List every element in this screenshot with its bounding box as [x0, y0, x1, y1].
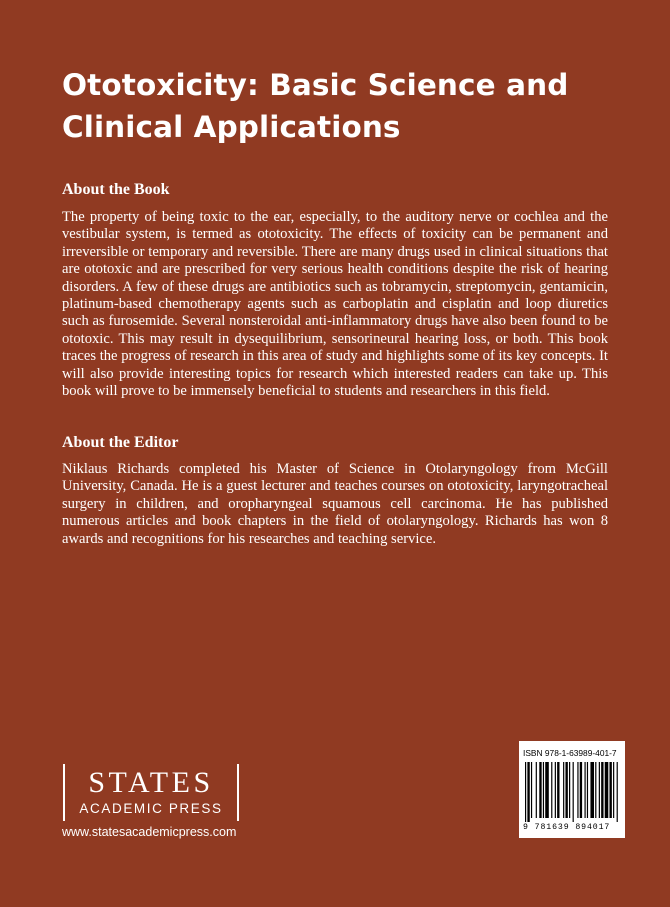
barcode-bar — [617, 762, 618, 822]
barcode-bar — [573, 762, 574, 822]
publisher-website: www.statesacademicpress.com — [62, 825, 237, 839]
barcode-bar — [599, 762, 600, 818]
barcode-bar — [543, 762, 544, 818]
barcode-bar — [551, 762, 552, 818]
barcode-bar — [613, 762, 614, 818]
publisher-name-secondary: ACADEMIC PRESS — [79, 801, 223, 816]
barcode-bar — [536, 762, 537, 818]
logo-right-bar — [237, 764, 239, 821]
barcode-bar — [531, 762, 532, 818]
barcode-bar — [539, 762, 541, 818]
barcode-bar — [587, 762, 588, 818]
barcode-bar — [590, 762, 594, 818]
book-title: Ototoxicity: Basic Science and Clinical Applications — [62, 68, 569, 144]
publisher-logo — [63, 764, 239, 822]
barcode-graphic — [525, 762, 621, 822]
isbn-number: ISBN 978-1-63989-401-7 — [523, 748, 617, 758]
barcode-bar — [525, 762, 526, 822]
barcode-bar — [609, 762, 611, 818]
about-book-text: The property of being toxic to the ear, especially, to the auditory nerve or cochlea and the vestibular system, is termed as ototoxicity. The effects of toxicity can be permanent and irreversible or temporary and reversible. There are many drugs used in clinical situations that are ototoxic and are prescribed for very serious health conditions despite the risk of hearing disorders. A few of these drugs are antibiotics such as tobramycin, streptomycin, gentamicin, platinum-based chemotherapy agents such as carboplatin and cisplatin and loop diuretics such as furosemide. Several nonsteroidal anti-inflammatory drugs have also been found to be ototoxic. This may result in dysequilibrium, sensorineural hearing loss, or both. This book traces the progress of research in this area of study and highlights some of its key concepts. It will also provide interesting topics for research which interested readers can take up. This book will prove to be immensely beneficial to students and researchers in this field. — [62, 209, 608, 400]
barcode-bar — [555, 762, 556, 818]
barcode-bar — [580, 762, 582, 818]
barcode-bar — [545, 762, 549, 818]
barcode-bar — [605, 762, 609, 818]
about-book-heading: About the Book — [62, 181, 170, 198]
barcode-bar — [563, 762, 564, 818]
about-editor-text: Niklaus Richards completed his Master of Science in Otolaryngology from McGill University, Canada. He is a guest lecturer and teaches courses on ototoxicity, laryngotracheal surgery in children, and oropharyngeal squamous cell carcinoma. He has published numerous articles and book chapters in the field of otolaryngology. Richards has won 8 awards and recognitions for his researches and teaching service. — [62, 461, 608, 547]
barcode-bar — [565, 762, 567, 818]
about-editor-heading: About the Editor — [62, 434, 179, 451]
logo-left-bar — [63, 764, 65, 821]
barcode-bar — [527, 762, 529, 822]
barcode-bar — [595, 762, 596, 818]
barcode-bar — [584, 762, 585, 818]
barcode-bar — [569, 762, 570, 818]
barcode-digits: 9 781639 894017 — [523, 823, 611, 832]
barcode-bar — [557, 762, 559, 818]
publisher-name-primary: STATES — [88, 766, 214, 799]
barcode-bar — [601, 762, 603, 818]
isbn-barcode-panel — [519, 741, 625, 838]
barcode-bar — [577, 762, 578, 818]
